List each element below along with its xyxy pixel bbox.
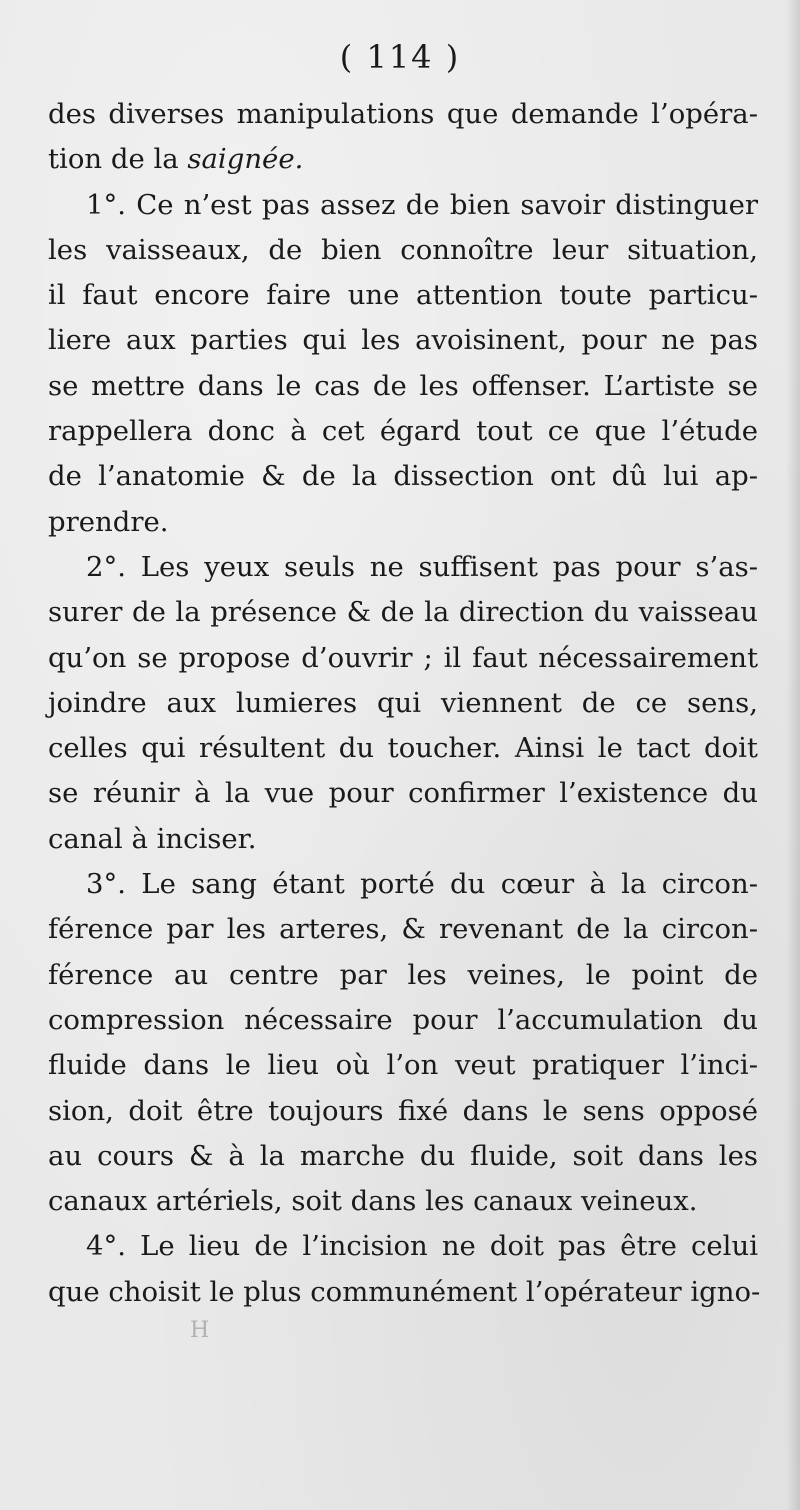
text-line: [48, 998, 758, 1043]
text-line: [48, 726, 758, 771]
text-line-content: férence par les arteres, & revenant de la circon-: [48, 913, 758, 946]
text-line-content: celles qui résultent du toucher. Ainsi le tact doit: [48, 732, 758, 765]
text-line: [48, 228, 758, 273]
text-line: [48, 771, 758, 816]
text-line-content: liere aux parties qui les avoisinent, pour ne pas: [48, 324, 758, 357]
text-line: [48, 183, 758, 228]
text-line-content: que choisit le plus communément l’opérateur igno-: [48, 1275, 761, 1308]
text-line: [48, 1043, 758, 1088]
text-line-content: fluide dans le lieu où l’on veut pratiquer l’inci-: [48, 1049, 758, 1082]
text-line-content: au cours & à la marche du fluide, soit dans les: [48, 1139, 758, 1172]
text-line: [48, 1270, 761, 1315]
text-line-content: les vaisseaux, de bien connoître leur situation,: [48, 233, 758, 266]
text-line-content: il faut encore faire une attention toute particu-: [48, 279, 758, 312]
text-line-content: qu’on se propose d’ouvrir ; il faut nécessairement: [48, 641, 758, 674]
text-line-content: joindre aux lumieres qui viennent de ce sens,: [48, 686, 758, 719]
text-line-content: férence au centre par les veines, le point de: [48, 958, 758, 991]
text-line: [48, 273, 758, 318]
text-line: [48, 545, 758, 590]
body-text: [48, 92, 761, 1315]
text-line: [48, 681, 758, 726]
text-line-content: compression nécessaire pour l’accumulation du: [48, 1003, 758, 1036]
text-line-content: 2°. Les yeux seuls ne suffisent pas pour s’as-: [86, 550, 758, 583]
text-line-content: prendre.: [48, 505, 169, 538]
text-line: [48, 92, 758, 137]
text-line-content: surer de la présence & de la direction du vaisseau: [48, 596, 758, 629]
text-line-content: sion, doit être toujours fixé dans le sens opposé: [48, 1094, 758, 1127]
text-line-content: de l’anatomie & de la dissection ont dû lui ap-: [48, 460, 758, 493]
text-line-content: canal à inciser.: [48, 822, 257, 855]
text-line-content: rappellera donc à cet égard tout ce que l’étude: [48, 415, 758, 448]
text-line: [48, 1224, 758, 1269]
text-line: [48, 318, 758, 363]
page-number: ( 114 ): [339, 38, 461, 76]
text-line-content: des diverses manipulations que demande l’opéra-: [48, 98, 758, 130]
text-line-content: 1°. Ce n’est pas assez de bien savoir distinguer: [86, 188, 758, 221]
text-line: [48, 409, 758, 454]
text-line: [48, 636, 758, 681]
text-line: [48, 364, 758, 409]
signature-mark: H: [190, 1318, 210, 1343]
text-line-content: 3°. Le sang étant porté du cœur à la circon-: [86, 868, 758, 901]
text-line-content: canaux artériels, soit dans les canaux veineux.: [48, 1185, 698, 1218]
text-line: [48, 1134, 758, 1179]
text-line: [48, 590, 758, 635]
text-line: [48, 1089, 758, 1134]
text-line: [48, 454, 758, 499]
text-line: [48, 907, 758, 952]
text-line-content: se mettre dans le cas de les offenser. L’artiste se: [48, 369, 758, 402]
text-line-content: 4°. Le lieu de l’incision ne doit pas être celui: [86, 1230, 758, 1263]
page-edge-shadow: [786, 0, 800, 1510]
text-line: [48, 817, 758, 862]
text-line: [48, 862, 758, 907]
text-line-content: tion de la: [48, 143, 188, 176]
text-line: [48, 1179, 758, 1224]
text-line: [48, 500, 758, 545]
text-line: [48, 137, 758, 182]
text-line-content: se réunir à la vue pour confirmer l’existence du: [48, 777, 758, 810]
italic-word: saignée.: [187, 143, 304, 176]
text-line: [48, 953, 758, 998]
